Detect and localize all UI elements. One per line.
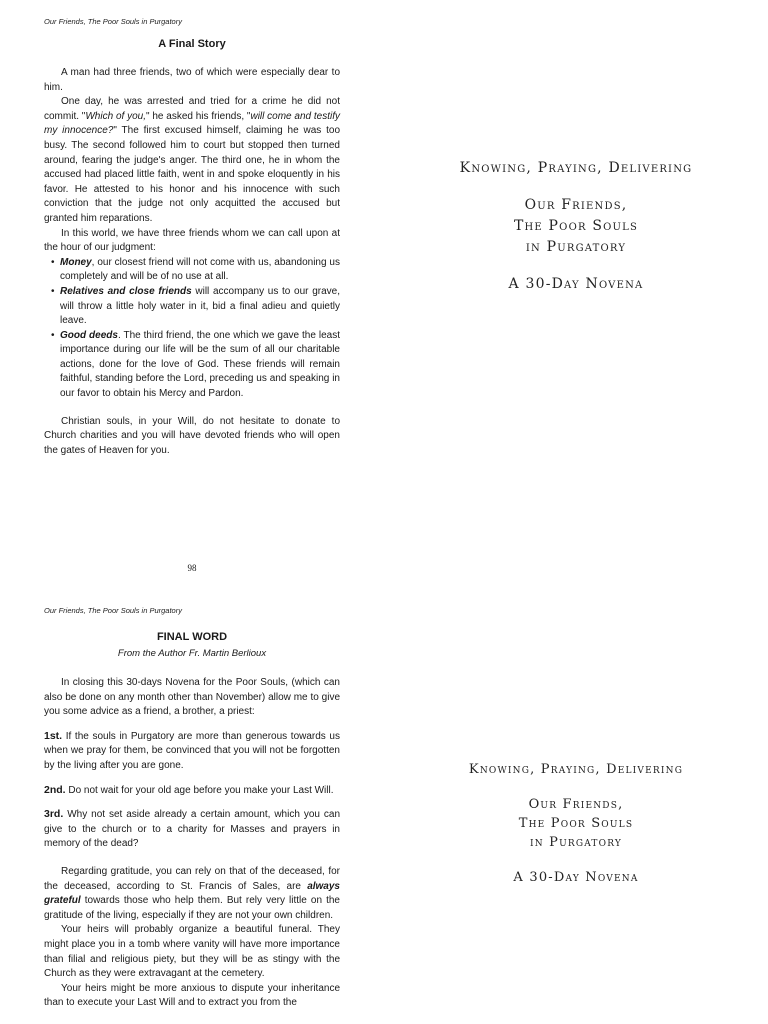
heirs-para-2: Your heirs might be more anxious to dispute your inheritance than to execute your Last Will and to extract you from the	[44, 982, 340, 1009]
cover-tagline: Knowing, Praying, Delivering	[459, 160, 693, 176]
bullet-icon: •	[51, 256, 55, 268]
cover-title-line: in Purgatory	[525, 239, 627, 255]
page-final-word	[0, 594, 768, 1024]
cover-title-line: The Poor Souls	[518, 816, 634, 831]
gratitude-para	[44, 865, 340, 923]
running-head: Our Friends, The Poor Souls in Purgatory	[44, 17, 182, 26]
cover-title-line: Our Friends,	[524, 197, 628, 213]
advice-item	[44, 807, 340, 852]
advice-text: Do not wait for your old age before you make your Last Will.	[68, 784, 334, 796]
list-text: . The third friend, the one which we gave the least importance during our life will be the sum of all our charitable actions, done for the love of God. These friends will remain faithful, standing before the Lord, preceding us and speaking in our favor to obtain his Mercy and Pardon.	[60, 329, 340, 400]
three-friends-list	[44, 256, 340, 402]
cover-tagline: Knowing, Praying, Delivering	[468, 762, 684, 777]
story-para-1: A man had three friends, two of which were especially dear to him.	[44, 67, 340, 93]
cover-title-block	[420, 760, 732, 887]
cover-title-line: The Poor Souls	[513, 218, 639, 234]
list-term: Good deeds	[60, 329, 118, 341]
cover-title-block	[420, 158, 732, 295]
final-word-body	[44, 676, 340, 1011]
intro-para: In closing this 30-days Novena for the Poor Souls, (which can also be done on any month other than November) allow me to give you some advice as a friend, a brother, a priest:	[44, 677, 340, 718]
cover-title-line: in Purgatory	[529, 835, 623, 850]
story-text: " he asked his friends, "	[145, 110, 251, 122]
author-subtitle: From the Author Fr. Martin Berlioux	[117, 648, 267, 659]
list-item	[51, 285, 340, 329]
final-word-title: FINAL WORD	[156, 631, 228, 643]
list-item	[51, 256, 340, 285]
cover-novena: A 30-Day Novena	[508, 276, 644, 292]
story-para-4: Christian souls, in your Will, do not hesitate to donate to Church charities and you will have devoted friends who will open the gates of Heaven for you.	[44, 415, 340, 456]
advice-number: 2nd.	[44, 783, 66, 796]
bullet-icon: •	[51, 285, 55, 297]
story-para-2	[44, 95, 340, 226]
heirs-para-1: Your heirs will probably organize a beautiful funeral. They might place you in a tomb where vanity will have more importance than filial and religious piety, but they will be as stingy with the Church as they were extravagant at the cemetery.	[44, 924, 340, 980]
bullet-icon: •	[51, 329, 55, 341]
list-text: , our closest friend will not come with us, abandoning us completely and will be of no use at all.	[60, 256, 340, 283]
gratitude-text: Regarding gratitude, you can rely on that of the deceased, for the deceased, according to St. Francis of Sales, are	[44, 865, 340, 892]
story-text: " The first excused himself, claiming he was too busy. The second followed him to court but stopped then turned around, fearing the judge's anger. The third one, he in whom the accused had placed little faith, went in and spoke eloquently in his favor. He attested to his honor and his innocence with such conviction that the judge not only acquitted the accused but granted him reparations.	[44, 125, 341, 224]
story-title: A Final Story	[158, 38, 226, 50]
story-para-3: In this world, we have three friends whom we can call upon at the hour of our judgment:	[44, 227, 340, 254]
advice-item	[44, 729, 340, 774]
page-number: 98	[187, 563, 197, 573]
advice-text: Why not set aside already a certain amount, which you can give to the church or to a charity for Masses and prayers in memory of the dead?	[44, 809, 341, 850]
story-text: One day, he was arrested and tried for a crime he did not commit. "	[44, 96, 340, 122]
story-body	[44, 66, 340, 458]
gratitude-emphasis: always grateful	[44, 880, 340, 907]
advice-text: If the souls in Purgatory are more than generous towards us when we pray for them, be convinced that you will not be forgotten by the living after you are gone.	[44, 730, 340, 771]
cover-title-line: Our Friends,	[528, 797, 624, 812]
advice-number: 3rd.	[44, 808, 64, 821]
list-text: will accompany us to our grave, will throw a little holy water in it, bid a final adieu and quietly leave.	[60, 285, 340, 327]
list-term: Relatives and close friends	[60, 285, 192, 297]
quote-which-of-you: Which of you,	[85, 110, 146, 122]
list-term: Money	[60, 256, 92, 268]
list-item	[51, 329, 340, 402]
advice-item	[44, 783, 340, 799]
advice-number: 1st.	[44, 729, 63, 742]
gratitude-text: towards those who help them. But rely very little on the gratitude of the living, especially if they are not your own children.	[44, 895, 340, 921]
quote-testify: will come and testify my innocence?	[44, 110, 341, 137]
cover-novena: A 30-Day Novena	[513, 870, 639, 885]
running-head: Our Friends, The Poor Souls in Purgatory	[44, 606, 182, 615]
